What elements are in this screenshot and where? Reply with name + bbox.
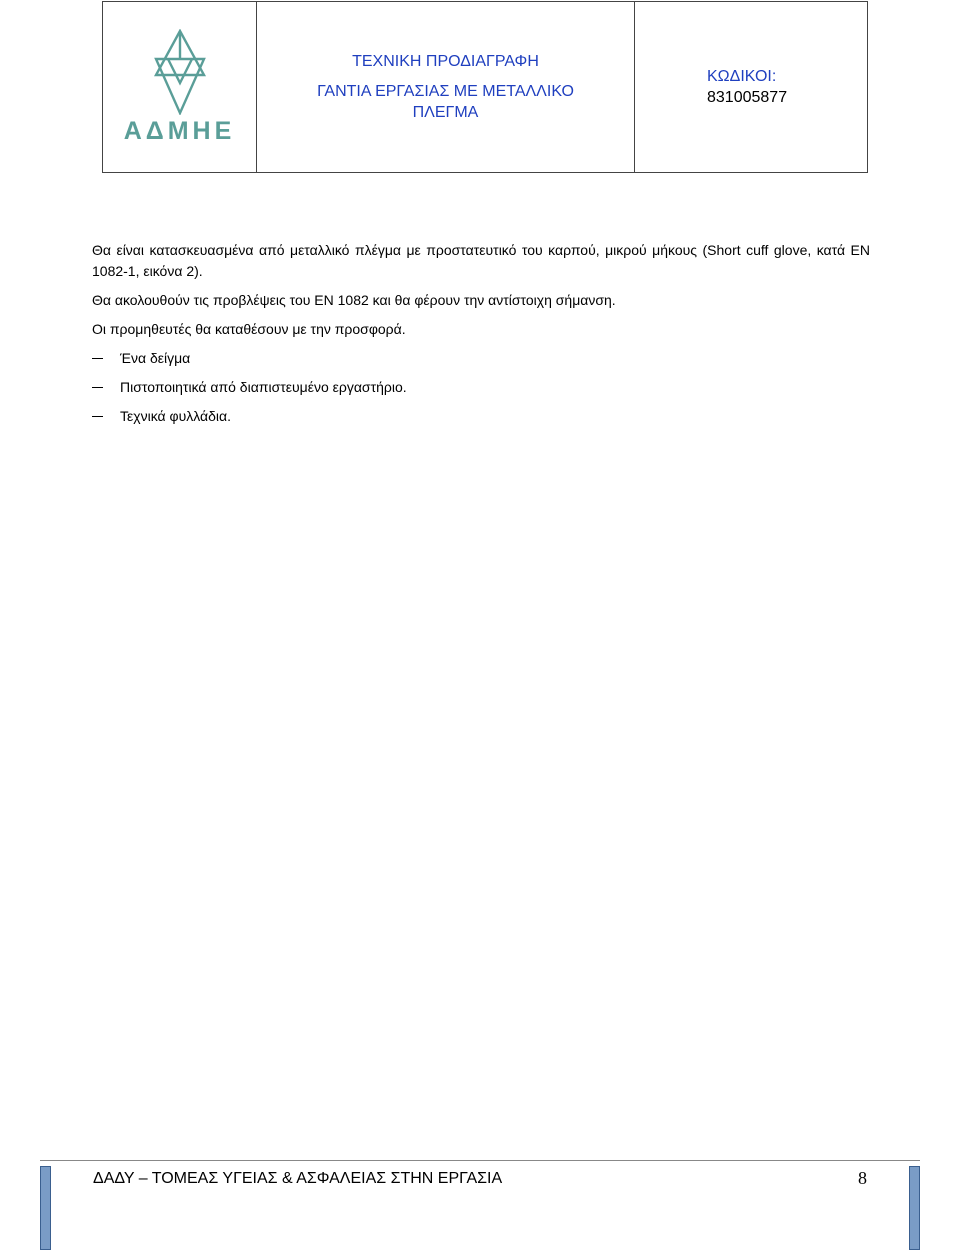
doc-title: ΤΕΧΝΙΚΗ ΠΡΟΔΙΑΓΡΑΦΗ: [352, 53, 539, 70]
codes-value: 831005877: [707, 89, 788, 106]
requirements-list: [92, 348, 870, 427]
footer-left-bar: [40, 1166, 51, 1250]
dash-bullet-icon: [92, 387, 103, 388]
logo: [103, 2, 256, 172]
codes-label: ΚΩΔΙΚΟΙ:: [707, 68, 777, 85]
admie-triangle-logo-icon: [152, 29, 208, 115]
doc-subtitle: ΓΑΝΤΙΑ ΕΡΓΑΣΙΑΣ ΜΕ ΜΕΤΑΛΛΙΚΟ: [317, 83, 574, 100]
list-item-text: Τεχνικά φυλλάδια.: [120, 408, 232, 424]
title-cell: [257, 2, 635, 173]
paragraph-description: Θα είναι κατασκευασμένα από μεταλλικό πλέγμα με προστατευτικό του καρπού, μικρού μήκους (Short cuff glove, κατά EN 1082-1, εικόνα 2).: [92, 242, 870, 279]
page-number: 8: [858, 1168, 867, 1188]
list-item: [92, 348, 870, 369]
logo-text: ΑΔΜΗΕ: [123, 116, 236, 145]
paragraph-suppliers: Οι προμηθευτές θα καταθέσουν με την προσφορά.: [92, 321, 406, 337]
list-item-text: Ένα δείγμα: [120, 350, 191, 366]
footer-text: ΔΑΔΥ – ΤΟΜΕΑΣ ΥΓΕΙΑΣ & ΑΣΦΑΛΕΙΑΣ ΣΤΗΝ ΕΡΓΑΣΙΑ: [93, 1170, 503, 1187]
footer-right-bar: [909, 1166, 920, 1250]
footer-divider: [40, 1160, 920, 1161]
list-item: [92, 377, 870, 398]
document-body: [92, 240, 870, 427]
list-item: [92, 406, 870, 427]
logo-cell: [103, 2, 257, 173]
codes-cell: [635, 2, 868, 173]
paragraph-standard: Θα ακολουθούν τις προβλέψεις του EN 1082 και θα φέρουν την αντίστοιχη σήμανση.: [92, 292, 616, 308]
header-table: [102, 1, 868, 173]
dash-bullet-icon: [92, 416, 103, 417]
doc-subtitle-cont: ΠΛΕΓΜΑ: [412, 104, 479, 121]
list-item-text: Πιστοποιητικά από διαπιστευμένο εργαστήριο.: [120, 379, 407, 395]
dash-bullet-icon: [92, 358, 103, 359]
